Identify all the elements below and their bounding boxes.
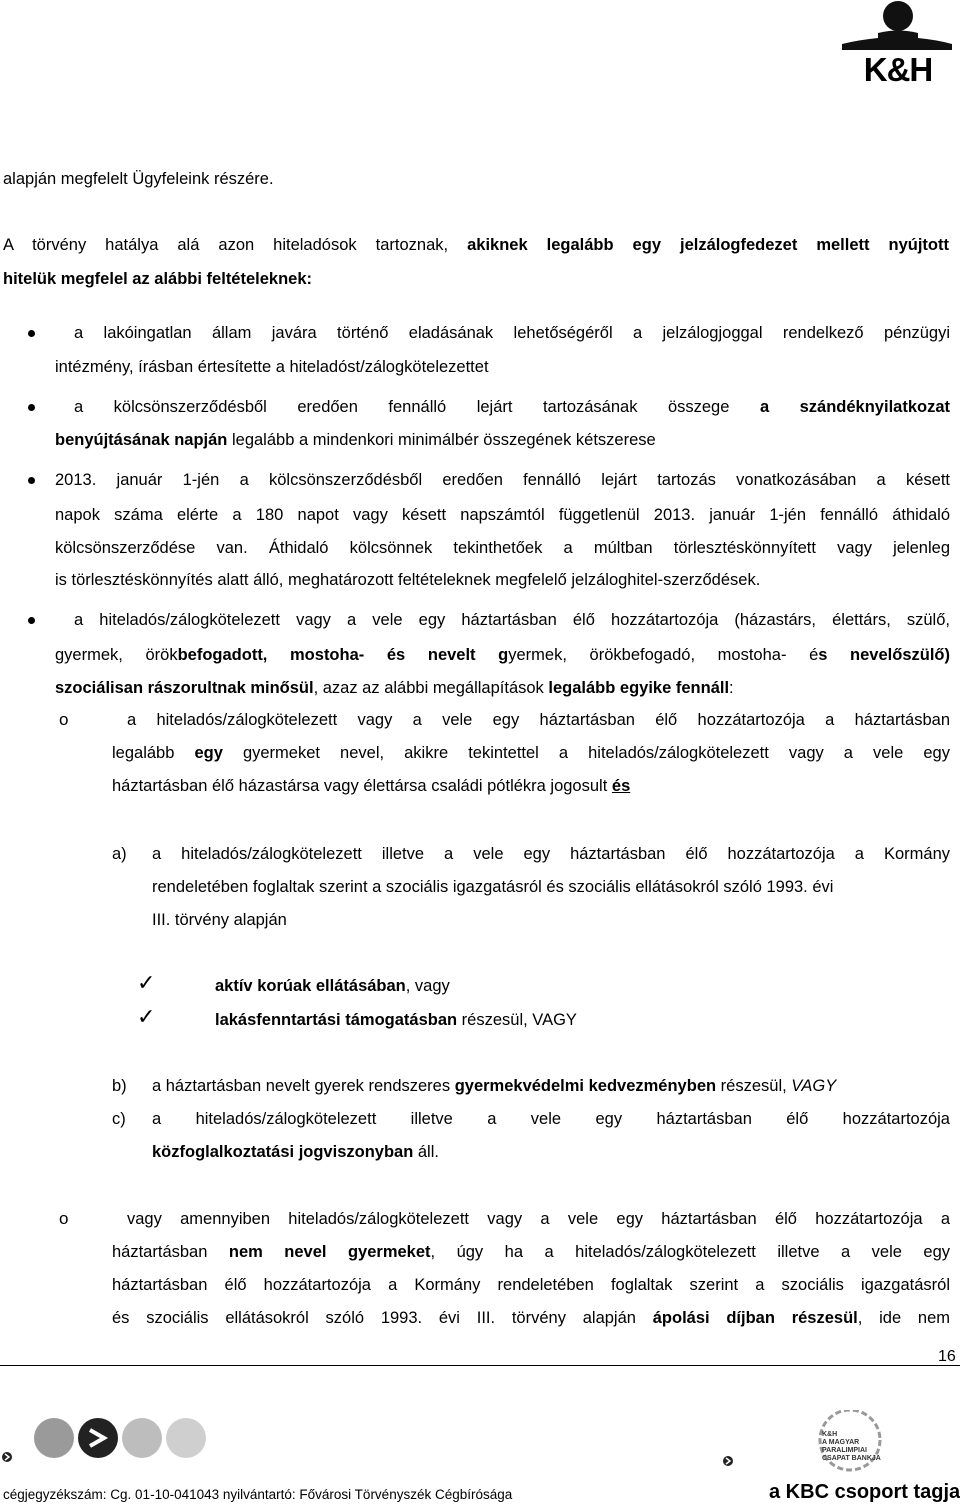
bullet-4-dot <box>28 617 35 624</box>
bullet-3-line-2: napok száma elérte a 180 napot vagy késett napszámtól függetlenül 2013. január 1-jén fennálló áthidaló <box>55 506 950 524</box>
paralympic-badge-text <box>822 1431 882 1463</box>
c1-text-b: , vagy <box>405 977 450 995</box>
c2-text-a: lakásfenntartási támogatásban <box>215 1011 458 1029</box>
b2-text-a: a kölcsönszerződésből eredően fennálló lejárt tartozásának összege <box>74 398 730 416</box>
sub-item-2-line-4 <box>112 1307 950 1329</box>
checkmark-icon: ✓ <box>137 1005 156 1030</box>
bullet-2-line-1 <box>74 396 950 418</box>
b-text-b: gyermekvédelmi kedvezményben <box>454 1077 717 1095</box>
b4-text-h: : <box>729 679 734 697</box>
o2-text-a: háztartásban <box>112 1243 208 1261</box>
item-c-line-2 <box>152 1141 439 1163</box>
o1-text-e: és <box>611 777 631 795</box>
o1-text-b: egy <box>194 744 223 762</box>
bullet-3-line-1: 2013. január 1-jén a kölcsönszerződésből eredően fennálló lejárt tartozás vonatkozásában a késett <box>55 471 950 489</box>
b4-text-f: , azaz az alábbi megállapítások <box>313 679 544 697</box>
sub-item-1-line-3 <box>112 775 630 797</box>
paragraph-1-line-1 <box>3 234 949 256</box>
c-text-b: áll. <box>413 1143 439 1161</box>
b-text-d: VAGY <box>791 1077 837 1095</box>
b4-text-e: szociálisan rászorultnak minősül <box>55 679 314 697</box>
b2-text-b: a szándéknyilatkozat <box>759 398 951 416</box>
kh-logo <box>838 0 956 95</box>
intro-line: alapján megfelelt Ügyfeleink részére. <box>3 170 274 188</box>
o2-text-c: , úgy ha a hiteladós/zálogkötelezett illetve a vele egy <box>430 1243 950 1261</box>
badge-line: A MAGYAR <box>822 1439 860 1446</box>
bullet-3-line-3: kölcsönszerződése van. Áthidaló kölcsönnek tekinthetőek a múltban törlesztéskönnyített vagy jelenleg <box>55 539 950 557</box>
page-number: 16 <box>938 1348 956 1365</box>
sub-item-2-line-2 <box>112 1241 950 1263</box>
o2-text-e: ápolási díjban részesül <box>652 1309 858 1327</box>
c2-text-b: részesül, VAGY <box>457 1011 577 1029</box>
bullet-4-line-1: a hiteladós/zálogkötelezett vagy a vele egy háztartásban élő hozzátartozója (házastárs, élettárs, szülő, <box>74 611 950 629</box>
item-c-line-1: a hiteladós/zálogkötelezett illetve a vele egy háztartásban élő hozzátartozója <box>152 1110 950 1128</box>
badge-line: K&H <box>822 1431 838 1438</box>
sub-item-2-line-1: vagy amennyiben hiteladós/zálogkötelezett vagy a vele egy háztartásban élő hozzátartozója a <box>127 1210 950 1228</box>
badge-line: CSAPAT BANKJA <box>822 1455 881 1462</box>
o2-text-d: és szociális ellátásokról szóló 1993. évi III. törvény alapján <box>112 1309 636 1327</box>
b-text-a: a háztartásban nevelt gyerek rendszeres <box>152 1077 451 1095</box>
bullet-1-line-1: a lakóingatlan állam javára történő eladásának lehetőségéről a jelzálogjoggal rendelkező pénzügyi <box>74 324 950 342</box>
bullet-4-line-2 <box>55 644 950 666</box>
o1-text-c: gyermeket nevel, akikre tekintettel a hiteladós/zálogkötelezett vagy a vele egy <box>242 744 950 762</box>
b4-text-a: gyermek, örök <box>55 646 178 664</box>
b2-text-d: legalább a mindenkori minimálbér összegének kétszerese <box>231 431 656 449</box>
item-a-line-1: a hiteladós/zálogkötelezett illetve a vele egy háztartásban élő hozzátartozója a Kormány <box>152 845 950 863</box>
b4-text-d: s nevelőszülő) <box>818 646 950 664</box>
b4-text-g: legalább egyike fennáll <box>548 679 730 697</box>
item-b-marker: b) <box>112 1077 127 1095</box>
badge-line: PARALIMPIAI <box>822 1447 867 1454</box>
sub-item-2-line-3: háztartásban élő hozzátartozója a Kormány rendeletében foglaltak szerint a szociális igazgatásról <box>112 1276 950 1294</box>
checkmark-icon: ✓ <box>137 971 156 996</box>
bullet-3-line-4: is törlesztéskönnyítés alatt álló, meghatározott feltételeknek megfelelő jelzáloghitel-szerződések. <box>55 571 761 589</box>
sub-item-2-marker: o <box>59 1209 69 1228</box>
kh-logo-text: K&H <box>863 51 933 88</box>
footer-small-arrow-icon <box>723 1452 733 1462</box>
bullet-2-dot <box>28 404 35 411</box>
o1-text-a: legalább <box>112 744 175 762</box>
bullet-2-line-2 <box>55 429 656 451</box>
item-c-marker: c) <box>112 1110 126 1128</box>
b4-text-b: befogadott, mostoha- és nevelt g <box>177 646 509 664</box>
check-item-2 <box>215 1009 577 1031</box>
paragraph-1-line-2: hitelük megfelel az alábbi feltételeknek: <box>3 270 313 288</box>
c-text-a: közfoglalkoztatási jogviszonyban <box>152 1143 414 1161</box>
b4-text-c: yermek, örökbefogadó, mostoha- é <box>508 646 819 664</box>
item-a-line-2: rendeletében foglaltak szerint a szociális igazgatásról és szociális ellátásokról szóló 1993. évi <box>152 878 834 896</box>
bullet-1-dot <box>28 330 35 337</box>
p1-text-b: akiknek legalább egy jelzálogfedezet mellett nyújtott <box>467 236 949 254</box>
footer-divider <box>0 1365 960 1366</box>
bullet-4-line-3 <box>55 677 734 699</box>
b-text-c: részesül, <box>720 1077 787 1095</box>
o2-text-b: nem nevel gyermeket <box>228 1243 431 1261</box>
bullet-3-dot <box>28 477 35 484</box>
item-a-marker: a) <box>112 845 127 863</box>
o1-text-d: háztartásban élő házastársa vagy élettársa családi pótlékra jogosult <box>112 777 608 795</box>
item-a-line-3: III. törvény alapján <box>152 911 287 929</box>
c1-text-a: aktív korúak ellátásában <box>215 977 406 995</box>
sub-item-1-line-1: a hiteladós/zálogkötelezett vagy a vele egy háztartásban élő hozzátartozója a háztartásban <box>127 711 950 729</box>
check-item-1 <box>215 975 450 997</box>
company-registry: cégjegyzékszám: Cg. 01-10-041043 nyilvántartó: Fővárosi Törvényszék Cégbírósága <box>3 1487 513 1502</box>
item-b-line-1 <box>152 1075 836 1097</box>
b2-text-c: benyújtásának napján <box>55 431 228 449</box>
o2-text-f: , ide nem <box>857 1309 950 1327</box>
sub-item-1-marker: o <box>59 710 69 729</box>
bullet-1-line-2: intézmény, írásban értesítette a hiteladóst/zálogkötelezettet <box>55 358 489 376</box>
footer-arrow-icons <box>0 1410 210 1470</box>
kbc-tagline: a KBC csoport tagja <box>769 1481 960 1503</box>
p1-text-a: A törvény hatálya alá azon hiteladósok tartoznak, <box>3 236 449 254</box>
sub-item-1-line-2 <box>112 742 950 764</box>
